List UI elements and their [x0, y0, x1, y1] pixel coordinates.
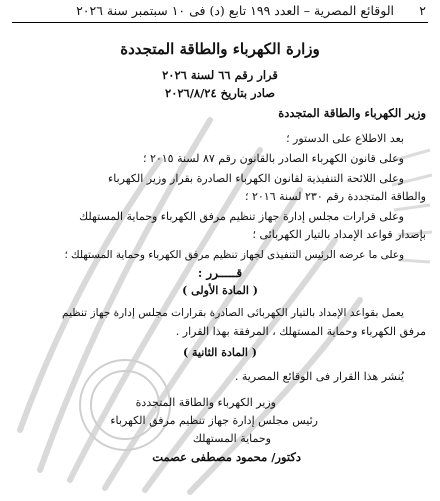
ministry-title: وزارة الكهرباء والطاقة المتجددة	[120, 40, 320, 58]
article-2-text: يُنشر هذا القرار فى الوقائع المصرية .	[234, 370, 404, 383]
signature-title: وزير الكهرباء والطاقة المتجددة	[135, 396, 276, 409]
preamble-line: وعلى قانون الكهرباء الصادر بالقانون رقم ٨٧ لسنة ٢٠١٥ ؛	[142, 152, 404, 165]
article-1-text: مرفق الكهرباء وحماية المستهلك ، المرفقة بهذا القرار .	[175, 325, 426, 338]
page-number: ٢	[419, 3, 426, 18]
signatory-name: دكتور/ محمود مصطفى عصمت	[152, 450, 301, 464]
issuer-title: وزير الكهرباء والطاقة المتجددة	[278, 106, 426, 120]
article-2-title: ( المادة الثانية )	[182, 346, 258, 359]
preamble-line: وعلى ما عرضه الرئيس التنفيذى لجهاز تنظيم مرفق الكهرباء وحماية المستهلك ؛	[64, 249, 404, 261]
article-1-title: ( المادة الأولى )	[182, 284, 258, 297]
decree-date: صادر بتاريخ ٢٠٢٦/٨/٢٤	[165, 86, 275, 100]
preamble-line: والطاقة المتجددة رقم ٢٣٠ لسنة ٢٠١٦ ؛	[244, 190, 426, 203]
page-header	[12, 3, 428, 21]
preamble-line: وعلى اللائحة التنفيذية لقانون الكهرباء الصادرة بقرار وزير الكهرباء	[108, 172, 404, 185]
preamble-line: بعد الاطلاع على الدستور ؛	[286, 132, 404, 145]
decree-number: قرار رقم ٦٦ لسنة ٢٠٢٦	[162, 68, 278, 82]
preamble-line: بإصدار قواعد الإمداد بالتيار الكهربائى ؛	[252, 228, 426, 241]
preamble-line: وعلى قرارات مجلس إدارة جهاز تنظيم مرفق الكهرباء وحماية المستهلك	[79, 210, 404, 223]
gazette-header-title: الوقائع المصرية – العدد ١٩٩ تابع (د) فى ١٠ سبتمبر سنة ٢٠٢٦	[76, 3, 394, 18]
signature-title: رئيس مجلس إدارة جهاز تنظيم مرفق الكهرباء	[110, 414, 318, 427]
header-divider	[12, 22, 428, 23]
signature-title: وحماية المستهلك	[192, 432, 271, 445]
decides-heading: قـــــرر :	[197, 266, 243, 280]
article-1-text: يعمل بقواعد الإمداد بالتيار الكهربائى الصادرة بقرارات مجلس إدارة جهاز تنظيم	[62, 307, 404, 319]
